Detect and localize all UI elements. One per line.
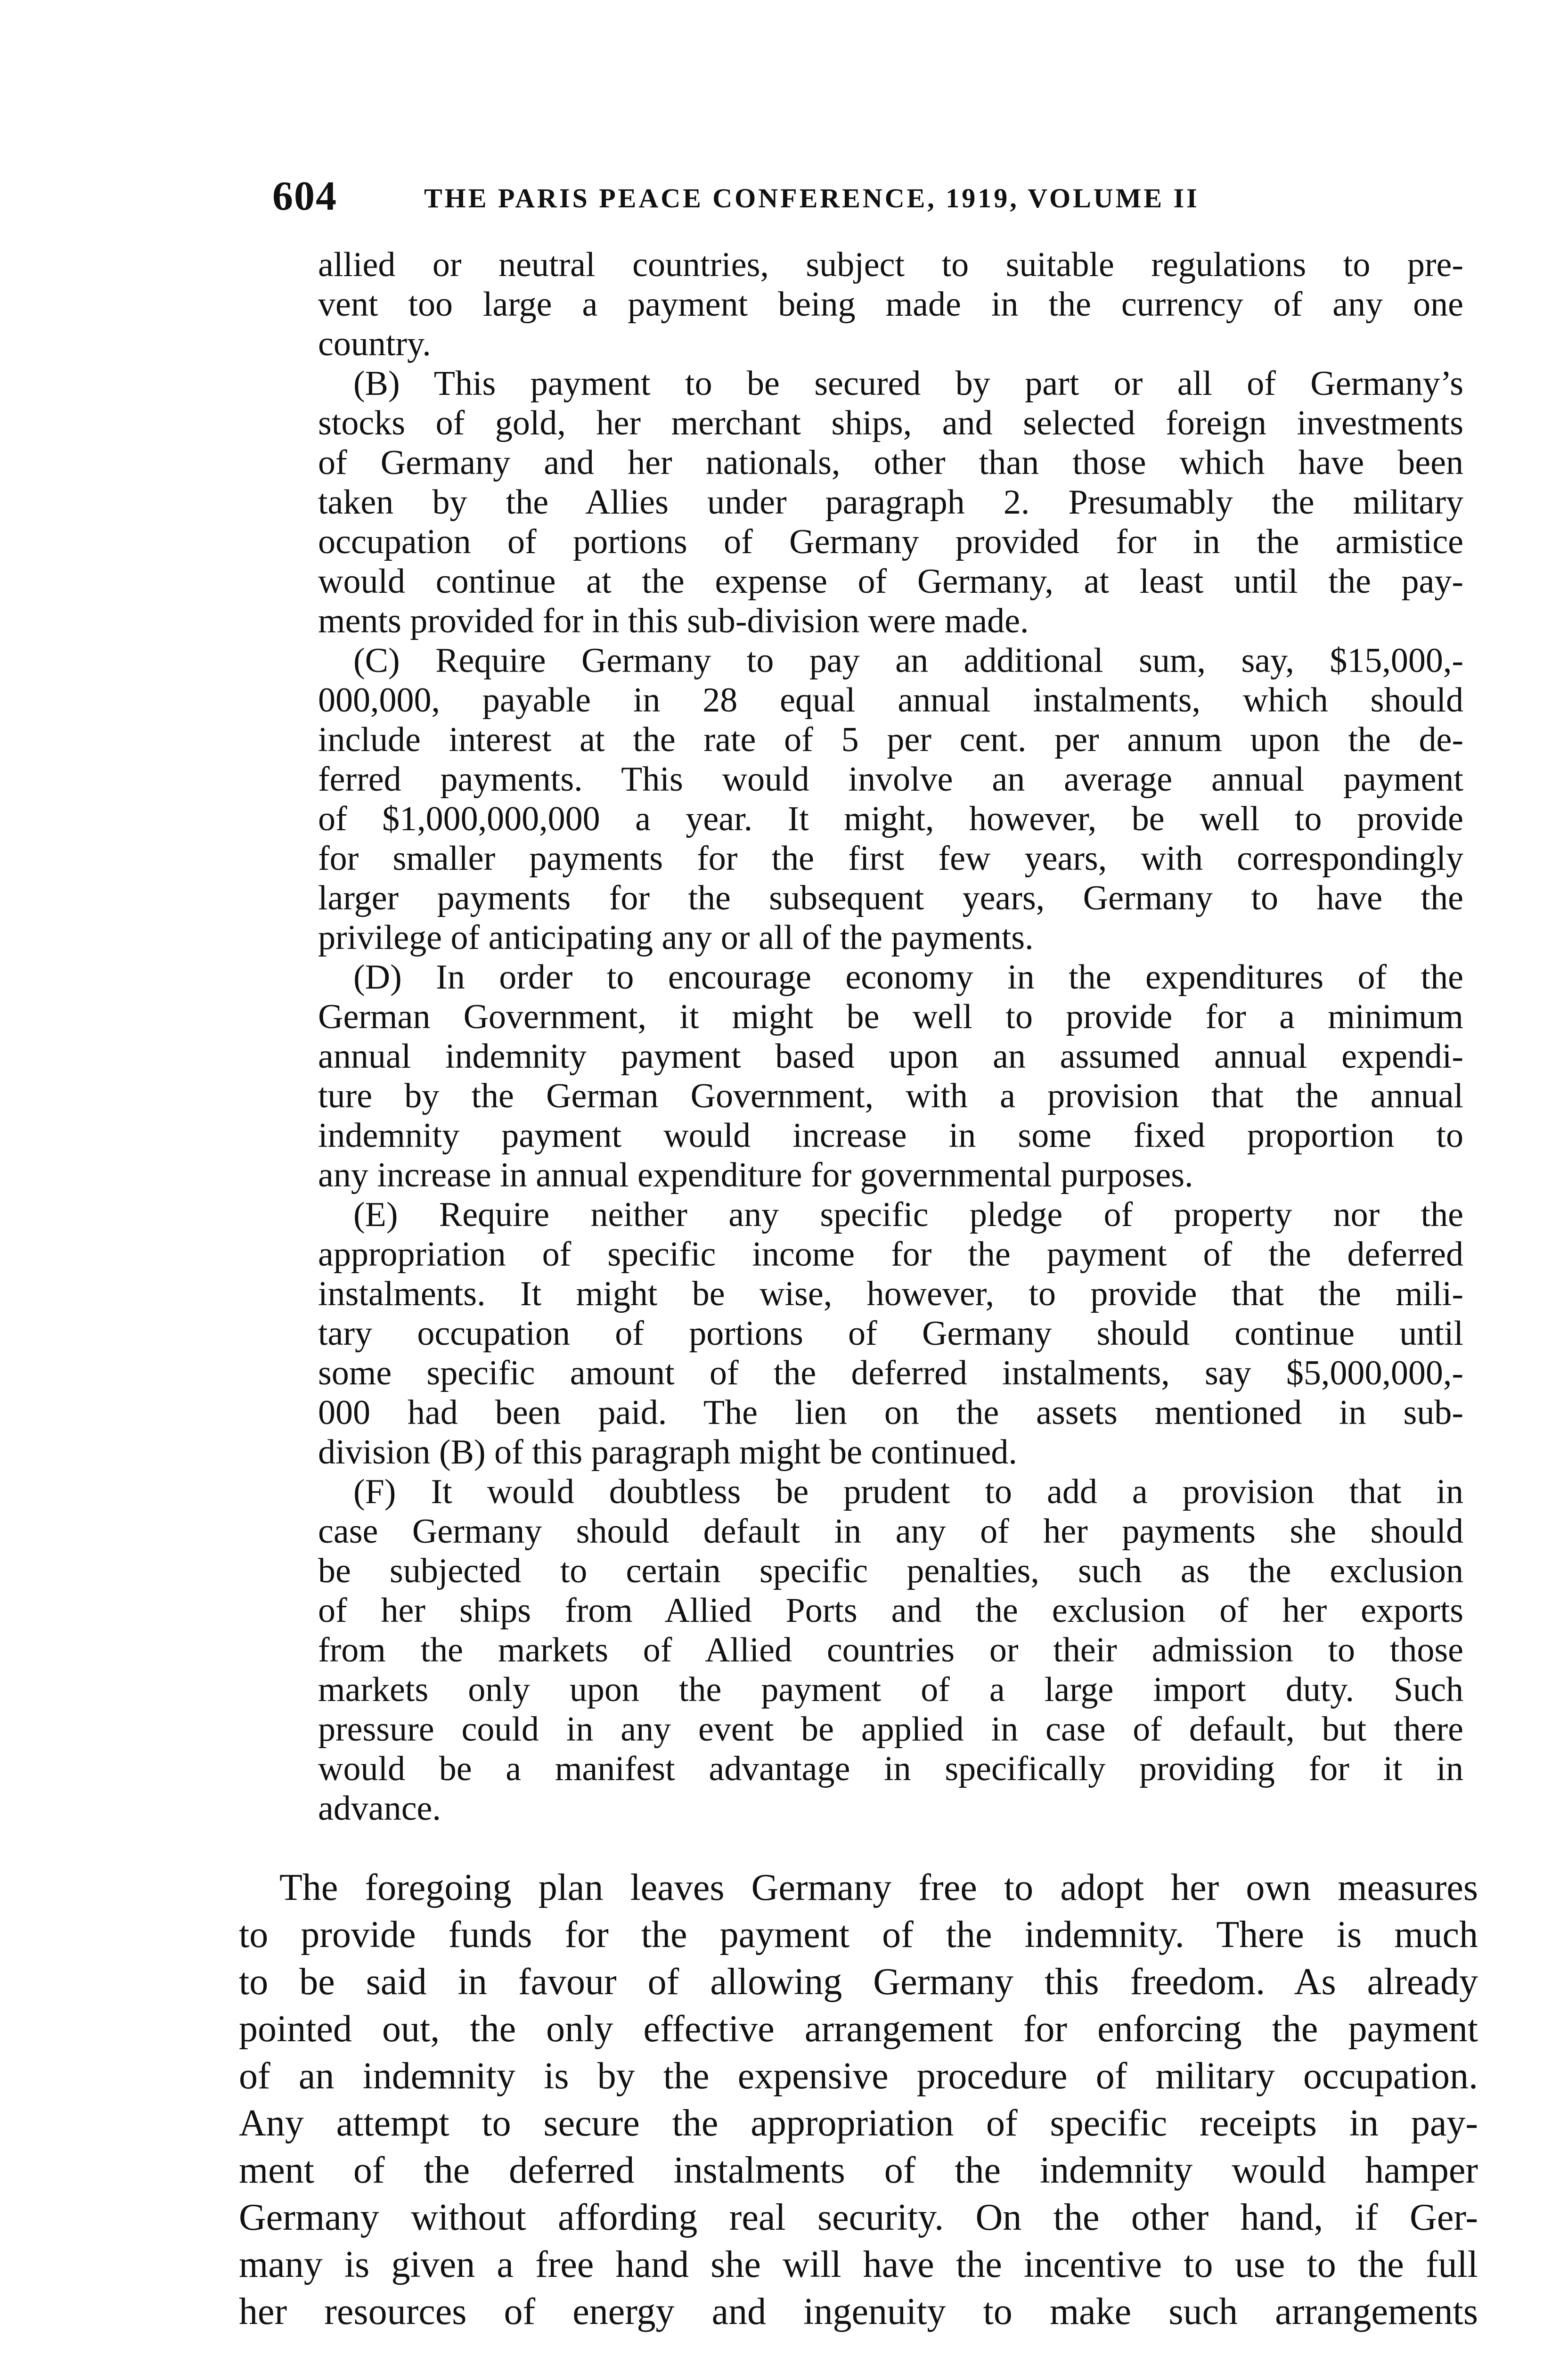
subsection-e xyxy=(318,1195,1463,1472)
text-line: of an indemnity is by the expensive procedure of military occupation. xyxy=(239,2055,1478,2097)
text-line: (D) In order to encourage economy in the expenditures of the xyxy=(353,958,1463,997)
text-line: pointed out, the only effective arrangement for enforcing the payment xyxy=(239,2008,1478,2050)
text-line: would be a manifest advantage in specifically providing for it in xyxy=(318,1750,1463,1788)
text-line: 000 had been paid. The lien on the assets mentioned in sub- xyxy=(318,1393,1463,1432)
text-line: of her ships from Allied Ports and the exclusion of her exports xyxy=(318,1591,1463,1630)
text-line: privilege of anticipating any or all of the payments. xyxy=(318,918,1034,957)
text-line: to provide funds for the payment of the indemnity. There is much xyxy=(239,1914,1478,1955)
text-line: stocks of gold, her merchant ships, and selected foreign investments xyxy=(318,404,1463,442)
text-line: would continue at the expense of Germany, at least until the pay- xyxy=(318,562,1463,601)
text-line: Germany without affording real security. On the other hand, if Ger- xyxy=(239,2197,1478,2238)
subsection-d xyxy=(318,957,1463,1195)
subsection-f xyxy=(318,1472,1463,1828)
text-line: ture by the German Government, with a provision that the annual xyxy=(318,1077,1463,1115)
text-line: allied or neutral countries, subject to suitable regulations to pre- xyxy=(318,245,1463,284)
text-line: her resources of energy and ingenuity to make such arrangements xyxy=(239,2291,1478,2332)
proposal-subsections xyxy=(318,245,1463,1828)
text-line: from the markets of Allied countries or their admission to those xyxy=(318,1631,1463,1669)
text-line: be subjected to certain specific penalties, such as the exclusion xyxy=(318,1552,1463,1590)
text-line: appropriation of specific income for the payment of the deferred xyxy=(318,1235,1463,1274)
text-line: for smaller payments for the first few years, with correspondingly xyxy=(318,839,1463,878)
text-line: of Germany and her nationals, other than those which have been xyxy=(318,443,1463,482)
text-line: 000,000, payable in 28 equal annual instalments, which should xyxy=(318,681,1463,720)
main-paragraph xyxy=(239,1864,1478,2335)
text-line: division (B) of this paragraph might be continued. xyxy=(318,1433,1017,1472)
text-line: to be said in favour of allowing Germany this freedom. As already xyxy=(239,1961,1478,2003)
text-line: some specific amount of the deferred instalments, say $5,000,000,- xyxy=(318,1354,1463,1392)
text-line: of $1,000,000,000 a year. It might, however, be well to provide xyxy=(318,800,1463,838)
text-line: (B) This payment to be secured by part or all of Germany’s xyxy=(353,364,1463,403)
text-line: advance. xyxy=(318,1789,441,1828)
text-line: Any attempt to secure the appropriation of specific receipts in pay- xyxy=(239,2102,1478,2144)
text-line: instalments. It might be wise, however, to provide that the mili- xyxy=(318,1275,1463,1313)
text-line: vent too large a payment being made in the currency of any one xyxy=(318,285,1463,324)
text-line: include interest at the rate of 5 per cent. per annum upon the de- xyxy=(318,720,1463,759)
text-line: many is given a free hand she will have the incentive to use to the full xyxy=(239,2244,1478,2285)
text-line: ment of the deferred instalments of the indemnity would hamper xyxy=(239,2150,1478,2191)
text-line: pressure could in any event be applied in case of default, but there xyxy=(318,1710,1463,1749)
text-line: ments provided for in this sub-division were made. xyxy=(318,602,1029,640)
text-line: ferred payments. This would involve an average annual payment xyxy=(318,760,1463,799)
running-title: THE PARIS PEACE CONFERENCE, 1919, VOLUME II xyxy=(424,183,1200,213)
text-line: country. xyxy=(318,325,431,363)
text-line: larger payments for the subsequent years, Germany to have the xyxy=(318,879,1463,917)
running-header xyxy=(272,171,1484,222)
subsection-c xyxy=(318,641,1463,957)
page-number: 604 xyxy=(272,173,337,219)
text-line: tary occupation of portions of Germany should continue until xyxy=(318,1314,1463,1353)
text-line: indemnity payment would increase in some fixed proportion to xyxy=(318,1116,1463,1155)
text-line: (E) Require neither any specific pledge of property nor the xyxy=(353,1195,1463,1234)
text-line: taken by the Allies under paragraph 2. Presumably the military xyxy=(318,483,1463,522)
subsection-b xyxy=(318,364,1463,641)
text-line: The foregoing plan leaves Germany free to adopt her own measures xyxy=(279,1867,1478,1908)
text-line: markets only upon the payment of a large import duty. Such xyxy=(318,1670,1463,1709)
text-line: case Germany should default in any of her payments she should xyxy=(318,1512,1463,1551)
text-line: annual indemnity payment based upon an assumed annual expendi- xyxy=(318,1037,1463,1076)
text-line: any increase in annual expenditure for governmental purposes. xyxy=(318,1156,1193,1194)
paragraph-continuation xyxy=(318,245,1463,364)
text-line: (C) Require Germany to pay an additional sum, say, $15,000,- xyxy=(353,641,1463,680)
text-line: German Government, it might be well to provide for a minimum xyxy=(318,998,1463,1036)
text-line: occupation of portions of Germany provided for in the armistice xyxy=(318,523,1463,561)
text-line: (F) It would doubtless be prudent to add a provision that in xyxy=(353,1472,1463,1511)
